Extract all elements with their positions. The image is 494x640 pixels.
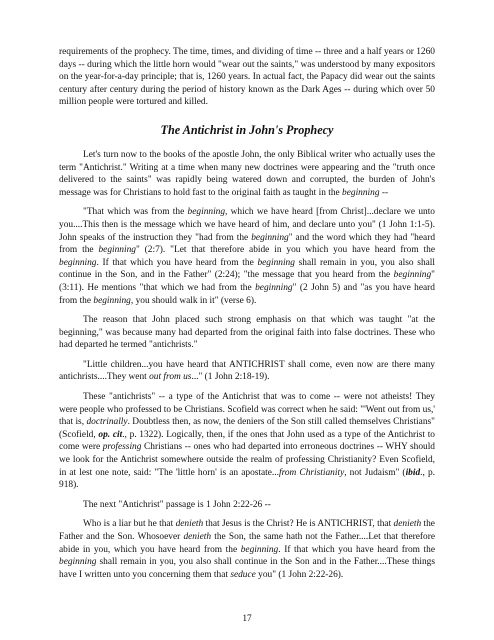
section-heading: The Antichrist in John's Prophecy [160,122,334,137]
paragraph-body-1: Let's turn now to the books of the apostle John, the only Biblical writer who actually uses the term "Antichrist." Writing at a time when many new doctrines were appearing and the "truth once delivered to the saints" was rapidly being watered down and corrupted, the burden of John's message was for Christians to hold fast to the original faith as taught in the beginning -- [59,149,435,198]
paragraph-quote-1: "That which was from the beginning, which we have heard [from Christ]...declare we unto you....This then is the message which we have heard of him, and declare unto you" (1 John 1:1-5). John speaks of the instruction they "had from the beginning" and the word which they had "heard from the beginning" (2:7). "Let that therefore abide in you which you have heard from the beginning. If that which you have heard from the beginning shall remain in you, you also shall continue in the Son, and in the Father" (2:24); "the message that you heard from the beginning" (3:11). He mentions "that which we had from the beginning" (2 John 5) and "as you have heard from the beginning, you should walk in it" (verse 6). [59,207,436,306]
paragraph-quote-2: "Little children...you have heard that ANTICHRIST shall come, even now are there many antichrists....They went out from us..." (1 John 2:18-19). [59,359,435,383]
paragraph-body-4: The next "Antichrist" passage is 1 John 2:22-26 -- [83,499,271,510]
page-content [59,46,435,588]
paragraph-body-3: These "antichrists" -- a type of the Antichrist that was to come -- were not atheists! They were people who professed to be Christians. Scofield was correct when he said: "'Went out from us,' that is, doctrinally. Doubtless then, as now, the deniers of the Son still called themselves Christians" (Scofield, op. cit., p. 1322). Logically, then, if the ones that John used as a type of the Antichrist to come were professing Christians -- ones who had departed into erroneous doctrines -- WHY should we look for the Antichrist somewhere outside the realm of professing Christianity? Even Scofield, in at lest one note, said: "The 'little horn' is an apostate...from Christianity, not Judaism" (ibid., p. 918). [59,392,435,491]
paragraph-intro: requirements of the prophecy. The time, times, and dividing of time -- three and a half years or 1260 days -- during which the little horn would "wear out the saints," was understood by many expositors on the year-for-a-day principle; that is, 1260 years. In actual fact, the Papacy did wear out the saints century after century during the period of history known as the Dark Ages -- during which over 50 million people were tortured and killed. [59,47,435,108]
page-number: 17 [242,614,252,624]
paragraph-quote-3: Who is a liar but he that denieth that Jesus is the Christ? He is ANTICHRIST, that denieth the Father and the Son. Whosoever denieth the Son, the same hath not the Father....Let that therefore abide in you, which you have heard from the beginning. If that which you have heard from the beginning shall remain in you, you also shall continue in the Son and in the Father....These things have I written unto you concerning them that seduce you" (1 John 2:22-26). [59,519,435,580]
paragraph-body-2: The reason that John placed such strong emphasis on that which was taught "at the beginning," was because many had departed from the original faith into false doctrines. These who had departed he termed "antichrists." [59,315,435,351]
